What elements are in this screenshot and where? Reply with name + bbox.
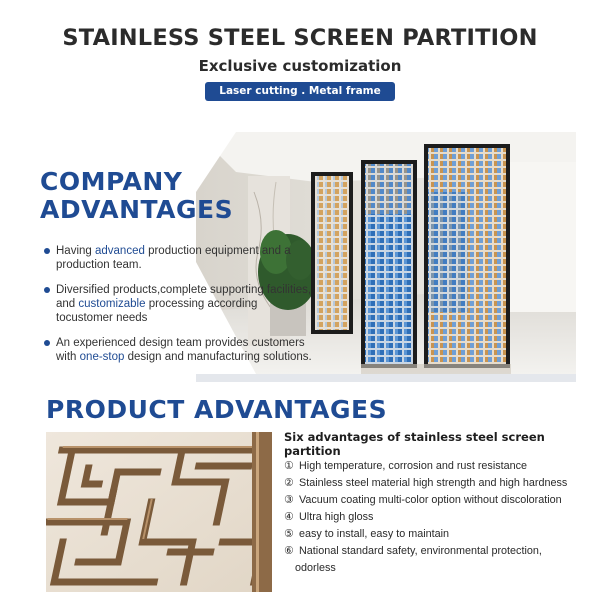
item-number: ②: [284, 477, 294, 489]
item-highlight: customizable: [78, 298, 146, 310]
list-item: [42, 244, 312, 272]
item-text-before: Diversified products,complete supporting facilities, and: [56, 284, 312, 310]
company-advantages-heading: [40, 168, 233, 224]
item-text: Ultra high gloss: [299, 511, 374, 523]
list-item: [284, 526, 584, 543]
item-text-before: An experienced design team provides customers with: [56, 337, 305, 363]
item-text: easy to install, easy to maintain: [299, 528, 450, 540]
item-text: High temperature, corrosion and rust resistance: [299, 460, 528, 472]
six-advantages-list: [284, 458, 584, 577]
list-item: [42, 283, 312, 325]
six-advantages-heading: Six advantages of stainless steel screen partition: [284, 430, 545, 458]
bullet-icon: [44, 287, 50, 293]
item-text: National standard safety, environmental protection,: [299, 545, 542, 557]
feature-badge: Laser cutting . Metal frame: [205, 82, 394, 101]
item-text: Vacuum coating multi-color option without discoloration: [299, 494, 562, 506]
product-advantages-heading: PRODUCT ADVANTAGES: [46, 395, 388, 424]
list-item: [284, 509, 584, 526]
item-number: ④: [284, 511, 294, 523]
item-text: Stainless steel material high strength and high hardness: [299, 477, 568, 489]
item-text-continued: odorless: [295, 562, 336, 574]
company-advantages-list: [42, 244, 312, 375]
item-text-after: processing according tocustomer needs: [56, 298, 258, 324]
item-text-before: Having: [56, 245, 95, 257]
bullet-icon: [44, 248, 50, 254]
page-title: STAINLESS STEEL SCREEN PARTITION: [62, 25, 538, 51]
company-heading-line1: COMPANY: [40, 167, 183, 196]
list-item: [284, 543, 584, 577]
item-highlight: one-stop: [79, 351, 125, 363]
lattice-photo: [46, 432, 272, 592]
list-item: [284, 492, 584, 509]
item-text-after: production equipment and a production team.: [56, 245, 291, 271]
item-highlight: advanced: [95, 245, 145, 257]
bullet-icon: [44, 340, 50, 346]
page-subtitle: Exclusive customization: [198, 57, 402, 75]
item-number: ③: [284, 494, 294, 506]
page-header: [0, 22, 600, 101]
item-number: ⑤: [284, 528, 294, 540]
list-item: [284, 458, 584, 475]
item-number: ①: [284, 460, 294, 472]
list-item: [42, 336, 312, 364]
item-text-after: design and manufacturing solutions.: [124, 351, 312, 363]
list-item: [284, 475, 584, 492]
company-heading-line2: ADVANTAGES: [40, 195, 234, 224]
item-number: ⑥: [284, 545, 294, 557]
